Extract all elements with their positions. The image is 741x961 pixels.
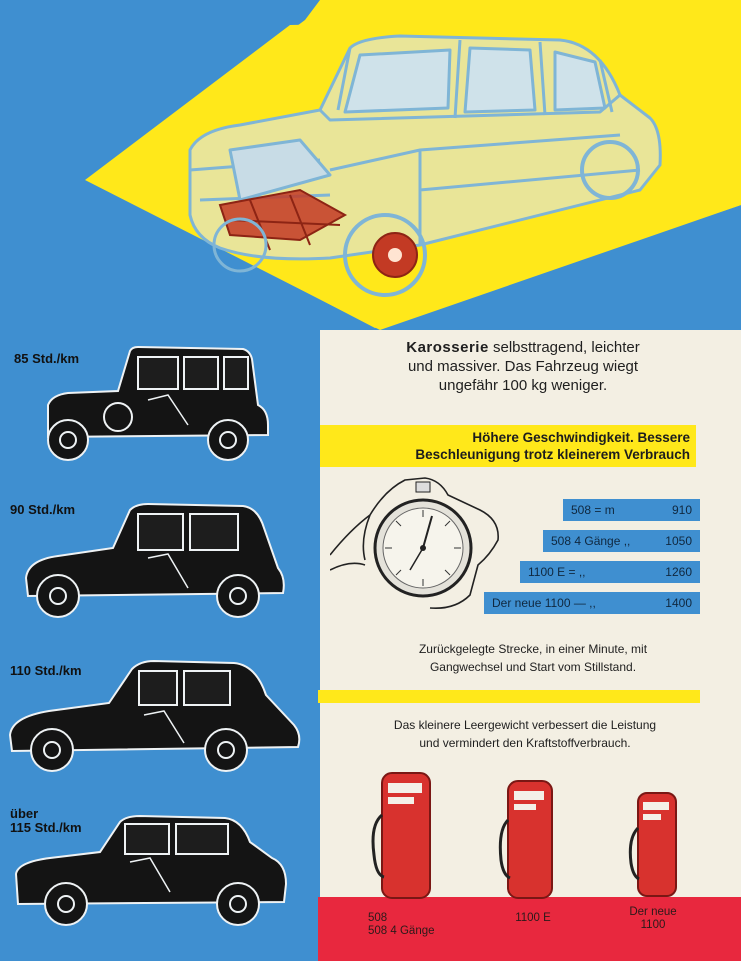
bar-label: 508 = m [571, 503, 615, 517]
fuel-pump-icon [370, 765, 440, 900]
speed-label: 85 Std./km [14, 351, 80, 366]
bar-value: 910 [671, 503, 692, 517]
bar-value: 1260 [665, 565, 692, 579]
headline-text: und massiver. Das Fahrzeug wiegt [407, 358, 639, 375]
banner-line: Beschleunigung trotz kleinerem Verbrauch [415, 447, 690, 462]
distance-bar [543, 530, 700, 552]
distance-bar [563, 499, 700, 521]
speed-label: 110 Std./km [10, 663, 82, 678]
pump-label-line: 1100 E [515, 912, 551, 924]
bar-label: 1100 E = ,, [528, 565, 586, 579]
bar-label: 508 4 Gänge ,, [551, 534, 631, 548]
caption-line: Das kleinere Leergewicht verbessert die Leistung [393, 718, 657, 732]
yellow-divider [318, 690, 700, 703]
pump-label [618, 906, 688, 932]
car-508-4-gang-icon [18, 498, 293, 623]
body-headline [358, 338, 688, 395]
speed-label: über 115 Std./km [10, 806, 82, 835]
distance-caption [368, 640, 698, 676]
pump-label [498, 912, 568, 925]
caption-line: Zurückgelegte Strecke, in einer Minute, mit [418, 642, 648, 656]
car-508-icon [38, 345, 278, 465]
pump-label-line: 508 [368, 912, 388, 924]
speed-banner [320, 425, 696, 467]
headline-text: ungefähr 100 kg weniger. [438, 377, 608, 394]
pump-label-line: 1100 [640, 919, 666, 931]
weight-caption [340, 716, 710, 752]
pump-label-line: 508 4 Gänge [368, 925, 435, 937]
stopwatch-icon [330, 470, 505, 615]
distance-bar [520, 561, 700, 583]
fuel-pump-icon [628, 788, 684, 898]
car-1100e-icon [4, 655, 304, 775]
headline-bold: Karosserie [406, 339, 489, 356]
speed-label: 90 Std./km [10, 502, 76, 517]
headline-text: selbsttragend, leichter [492, 339, 640, 356]
bar-label: Der neue 1100 — ,, [492, 596, 596, 610]
car-neue-1100-icon [10, 812, 295, 932]
pump-label [368, 912, 448, 938]
distance-bar [484, 592, 700, 614]
bar-value: 1050 [665, 534, 692, 548]
pump-label-line: Der neue [629, 906, 677, 918]
bar-value: 1400 [665, 596, 692, 610]
fuel-pump-icon [498, 775, 560, 900]
hero-illustration [0, 0, 741, 330]
caption-line: Gangwechsel und Start vom Stillstand. [429, 660, 637, 674]
caption-line: und vermindert den Kraftstoffverbrauch. [419, 736, 631, 750]
banner-line: Höhere Geschwindigkeit. Bessere [472, 430, 690, 445]
